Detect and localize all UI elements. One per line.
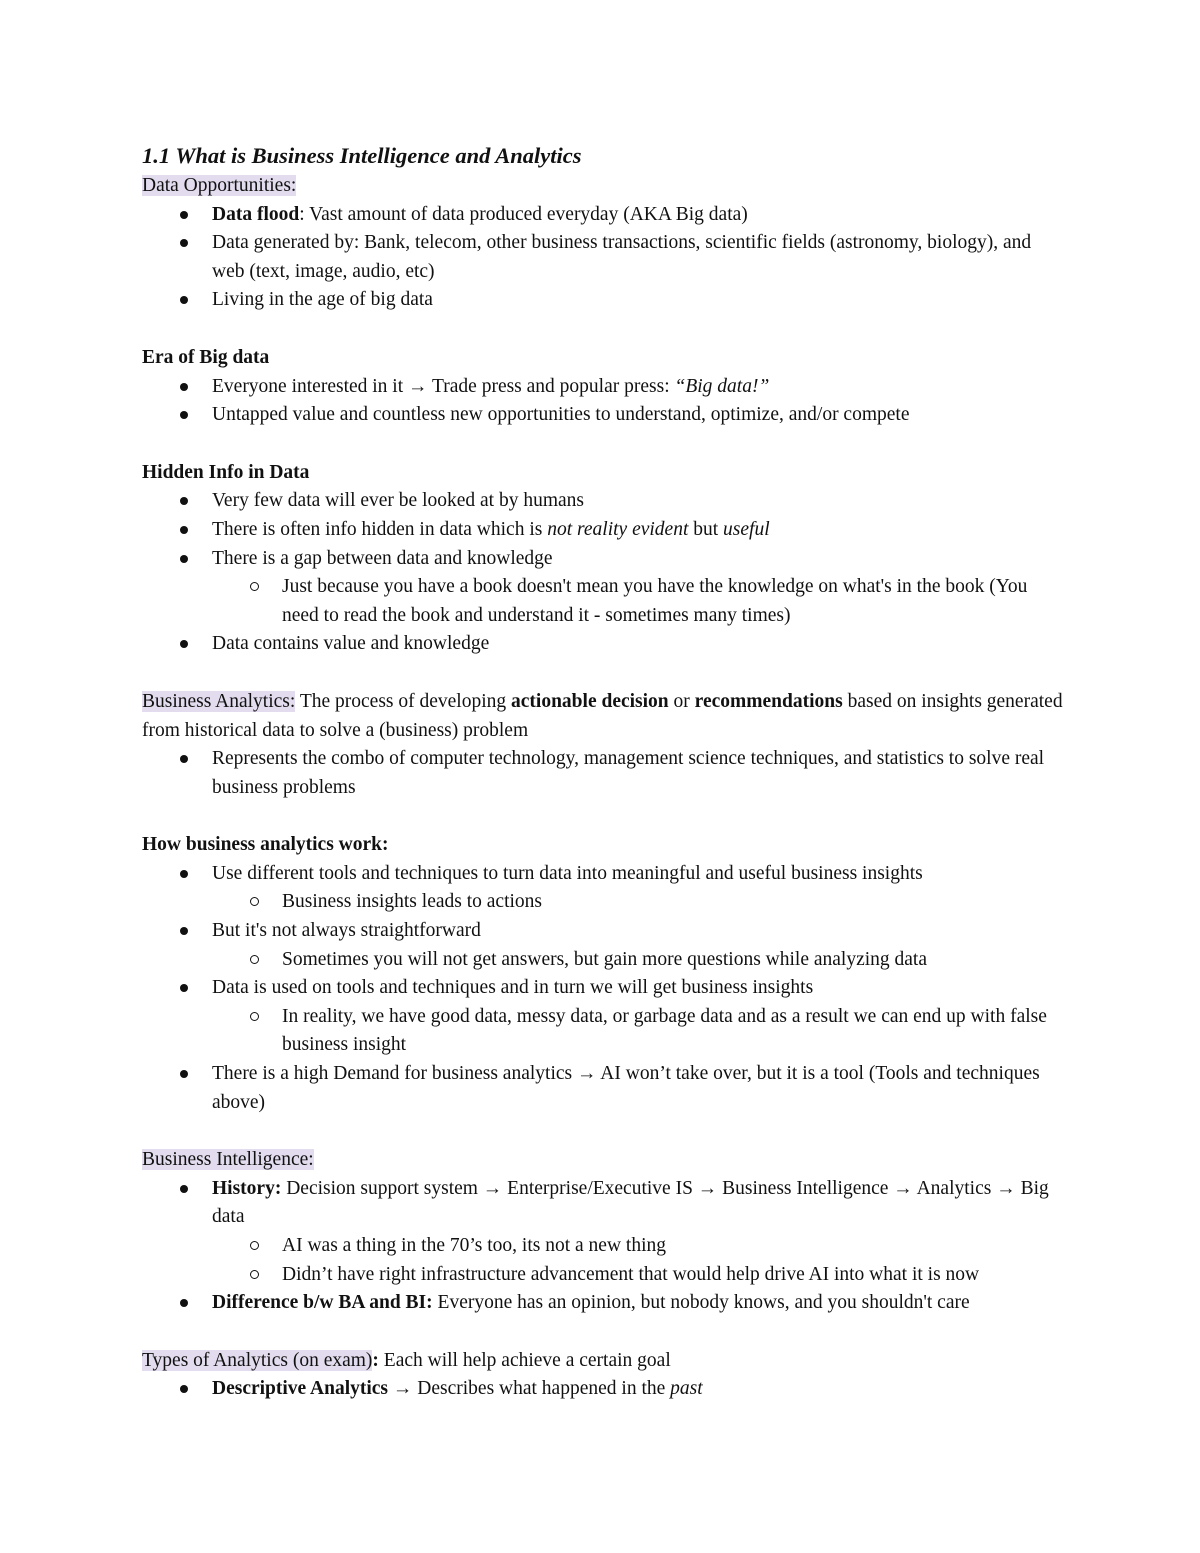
list-item: [212, 630, 1067, 659]
term-label: History:: [212, 1177, 282, 1199]
heading-text: Era of Big data: [142, 346, 270, 368]
italic-text: useful: [723, 518, 770, 540]
sub-list: [212, 1003, 1067, 1060]
item-text: : Vast amount of data produced everyday (AKA Big data): [299, 203, 748, 225]
document-page: [142, 140, 1067, 1404]
list-item: [212, 373, 1067, 402]
sub-list-item: [282, 1232, 1067, 1261]
list-item: [212, 1175, 1067, 1289]
item-text: There is a gap between data and knowledge: [212, 547, 553, 569]
highlighted-heading: Types of Analytics (on exam): [142, 1349, 373, 1371]
section-heading-how: [142, 831, 1067, 860]
item-text: Very few data will ever be looked at by humans: [212, 490, 585, 512]
item-text: Data is used on tools and techniques and in turn we will get business insights: [212, 977, 814, 999]
item-text: Untapped value and countless new opportunities to understand, optimize, and/or compete: [212, 404, 910, 426]
page-title: 1.1 What is Business Intelligence and Analytics: [142, 143, 582, 168]
term-label: Descriptive Analytics: [212, 1378, 389, 1400]
sub-list: [212, 946, 1067, 975]
item-text: Use different tools and techniques to turn data into meaningful and useful business insights: [212, 862, 923, 884]
sub-list-item: [282, 1003, 1067, 1060]
item-text: Sometimes you will not get answers, but gain more questions while analyzing data: [282, 948, 928, 970]
item-text: Decision support system → Enterprise/Executive IS → Business Intelligence → Analytics → Big data: [212, 1177, 1049, 1228]
data-opportunities-list: [142, 201, 1067, 315]
hidden-info-list: [142, 487, 1067, 659]
list-item: [212, 860, 1067, 917]
item-text: AI was a thing in the 70’s too, its not a new thing: [282, 1235, 667, 1256]
list-item: [212, 1375, 1067, 1404]
item-text: Everyone has an opinion, but nobody knows, and you shouldn't care: [432, 1292, 970, 1314]
item-text: → Describes what happened in the: [388, 1378, 671, 1400]
list-item: [212, 974, 1067, 1060]
list-item: [212, 487, 1067, 516]
item-text: Data contains value and knowledge: [212, 633, 490, 655]
heading-text: How business analytics work:: [142, 834, 389, 856]
item-text: Business insights leads to actions: [282, 891, 542, 913]
list-item: [212, 917, 1067, 974]
italic-quote: “Big data!”: [674, 375, 770, 397]
item-text: Just because you have a book doesn't mean you have the knowledge on what's in the book (You need to read the book and understand it - sometimes many times): [282, 576, 1028, 626]
sub-list: [212, 573, 1067, 630]
bold-term: recommendations: [694, 690, 843, 712]
how-list: [142, 860, 1067, 1117]
sub-list: [212, 888, 1067, 917]
business-analytics-list: [142, 745, 1067, 802]
era-list: [142, 373, 1067, 430]
heading-text: Hidden Info in Data: [142, 461, 310, 483]
sub-list-item: [282, 573, 1067, 630]
section-heading-business-intelligence: [142, 1146, 1067, 1175]
list-item: [212, 745, 1067, 802]
section-heading-data-opportunities: [142, 172, 1067, 201]
item-text: Everyone interested in it → Trade press and popular press:: [212, 375, 675, 397]
list-item: [212, 1060, 1067, 1117]
definition-text: The process of developing: [295, 690, 512, 712]
heading-text: Each will help achieve a certain goal: [378, 1349, 671, 1371]
section-heading-hidden-info: [142, 459, 1067, 488]
italic-text: past: [670, 1378, 703, 1400]
list-item: [212, 545, 1067, 631]
business-analytics-definition: [142, 688, 1067, 745]
sub-list-item: [282, 1261, 1067, 1290]
highlighted-heading: Data Opportunities:: [142, 175, 297, 196]
definition-text: or: [668, 690, 695, 712]
heading-colon: :: [372, 1349, 379, 1371]
term-label: Difference b/w BA and BI:: [212, 1292, 433, 1314]
item-text: There is often info hidden in data which is: [212, 518, 548, 540]
item-text: But it's not always straightforward: [212, 920, 481, 942]
item-text: In reality, we have good data, messy data, or garbage data and as a result we can end up with false business insight: [282, 1005, 1047, 1056]
highlighted-heading: Business Analytics:: [142, 690, 296, 712]
item-text: but: [688, 518, 724, 540]
item-text: Represents the combo of computer technology, management science techniques, and statistics to solve real business problems: [212, 748, 1045, 798]
item-text: Didn’t have right infrastructure advancement that would help drive AI into what it is now: [282, 1263, 980, 1285]
item-text: There is a high Demand for business analytics → AI won’t take over, but it is a tool (Tools and techniques above): [212, 1063, 1040, 1113]
definition-text: based on insights generated from historical data to solve a (business) problem: [142, 690, 1063, 741]
item-text: Living in the age of big data: [212, 289, 433, 311]
list-item: [212, 286, 1067, 315]
list-item: [212, 229, 1067, 286]
item-text: Data generated by: Bank, telecom, other business transactions, scientific fields (astronomy, biology), and web (text, image, audio, etc): [212, 232, 1032, 282]
term-label: Data flood: [212, 203, 300, 225]
section-heading-era: [142, 344, 1067, 373]
list-item: [212, 401, 1067, 430]
italic-text: not reality evident: [547, 518, 689, 540]
list-item: [212, 1289, 1067, 1318]
business-intelligence-list: [142, 1175, 1067, 1318]
sub-list-item: [282, 888, 1067, 917]
section-heading-types: [142, 1347, 1067, 1376]
sub-list: [212, 1232, 1067, 1289]
highlighted-heading: Business Intelligence:: [142, 1149, 314, 1171]
list-item: [212, 516, 1067, 545]
bold-term: actionable decision: [511, 690, 669, 712]
list-item: [212, 201, 1067, 230]
sub-list-item: [282, 946, 1067, 975]
types-list: [142, 1375, 1067, 1404]
